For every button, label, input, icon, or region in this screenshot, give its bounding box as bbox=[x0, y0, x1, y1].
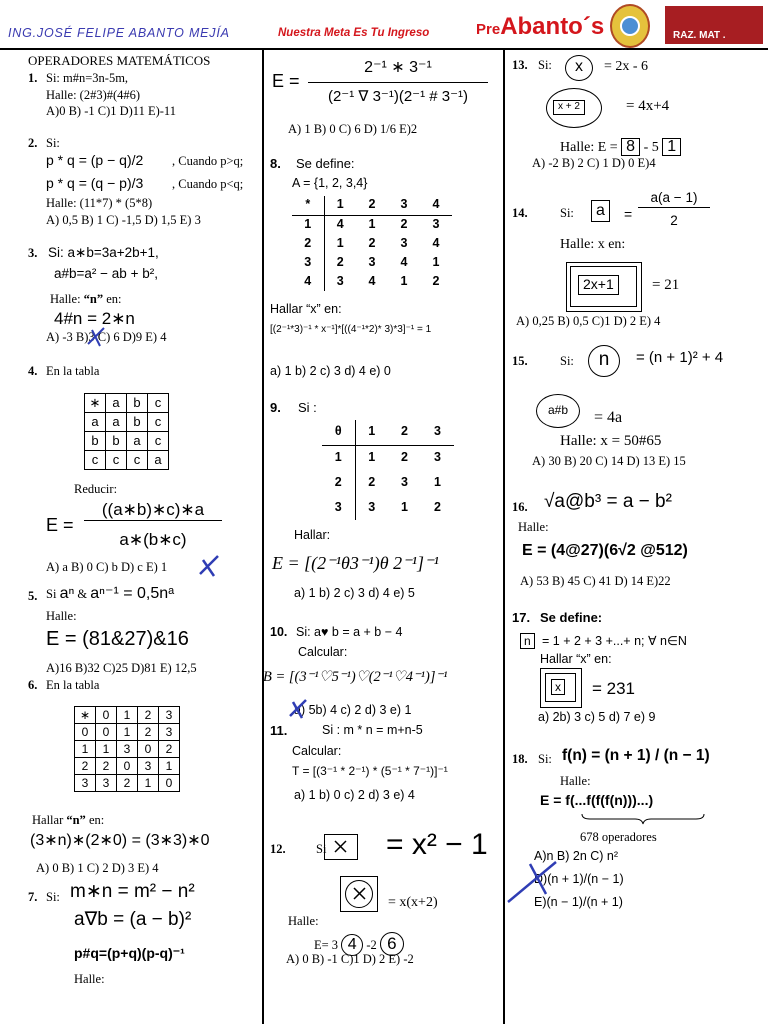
definition-formula: Si aⁿ & aⁿ⁻¹ = 0,5nᵃ bbox=[46, 585, 175, 602]
answer-option-d: D)(n + 1)/(n − 1) bbox=[534, 872, 624, 886]
answer-check-mark bbox=[86, 326, 108, 348]
brand-logo-text bbox=[476, 12, 604, 42]
nested-square-operator bbox=[566, 262, 642, 312]
table-row bbox=[322, 495, 454, 520]
operation-table bbox=[292, 196, 452, 291]
nested-square-operator bbox=[540, 668, 582, 708]
circle-operator: a#b bbox=[536, 394, 580, 428]
question-number: 1. bbox=[28, 71, 38, 85]
table-header-cell: 2 bbox=[292, 234, 324, 253]
question-text: Si: bbox=[538, 58, 552, 72]
table-cell: 3 bbox=[96, 775, 117, 792]
fraction-denominator: 2 bbox=[670, 213, 678, 228]
table-row bbox=[292, 196, 452, 215]
table-header-cell: 2 bbox=[388, 420, 421, 445]
question-text: Si: bbox=[46, 890, 60, 904]
table-cell: 1 bbox=[159, 758, 180, 775]
table-cell: 1 bbox=[368, 216, 376, 231]
answer-options: A) 0 B) -1 C)1 D) 2 E) -2 bbox=[286, 952, 414, 966]
table-header-cell: 4 bbox=[420, 196, 452, 215]
question-number: 6. bbox=[28, 678, 38, 692]
answer-options: a) 1 b) 0 c) 2 d) 3 e) 4 bbox=[294, 788, 415, 802]
table-cell: b bbox=[106, 432, 127, 451]
table-cell: 3 bbox=[432, 216, 440, 231]
equation: E = (81&27)&16 bbox=[46, 628, 189, 650]
academy-seal-icon bbox=[610, 4, 650, 48]
table-header-cell: ∗ bbox=[85, 394, 106, 413]
table-header-cell: 2 bbox=[322, 470, 355, 495]
equation: E= 3 4 -2 6 bbox=[314, 932, 404, 956]
table-cell: 1 bbox=[368, 449, 376, 464]
table-header-cell: ∗ bbox=[75, 707, 96, 724]
table-cell: 3 bbox=[368, 499, 376, 514]
question-number: 9. bbox=[270, 400, 281, 415]
table-cell: 4 bbox=[400, 254, 408, 269]
table-cell: 1 bbox=[432, 254, 440, 269]
column-divider bbox=[503, 50, 505, 1024]
author-name: ING.JOSÉ FELIPE ABANTO MEJÍA bbox=[8, 26, 230, 40]
table-cell: 3 bbox=[368, 254, 376, 269]
question-number: 7. bbox=[28, 890, 38, 904]
definition-formula: = x² − 1 bbox=[386, 828, 488, 861]
equation: 4#n = 2∗n bbox=[54, 309, 135, 328]
definition-formula: = 231 bbox=[592, 679, 636, 698]
question-text: En la tabla bbox=[46, 678, 100, 692]
table-cell: 3 bbox=[336, 273, 344, 288]
table-cell: 1 bbox=[138, 775, 159, 792]
question-number: 11. bbox=[270, 723, 288, 738]
question-text: Calcular: bbox=[298, 645, 348, 659]
question-text: Si: m#n=3n-5m, bbox=[46, 71, 129, 85]
answer-options: A) 0,25 B) 0,5 C)1 D) 2 E) 4 bbox=[516, 314, 661, 328]
table-cell: c bbox=[106, 451, 127, 470]
question-number: 18. bbox=[512, 752, 528, 766]
definition-formula: = (n + 1)² + 4 bbox=[636, 349, 724, 366]
definition-formula: = x(x+2) bbox=[388, 895, 438, 910]
underbrace bbox=[580, 812, 706, 826]
table-header-cell: 3 bbox=[292, 253, 324, 272]
question-text: Halle: x = 50#65 bbox=[560, 433, 662, 449]
table-cell: 3 bbox=[138, 758, 159, 775]
equation: T = [(3⁻¹ * 2⁻¹) * (5⁻¹ * 7⁻¹)]⁻¹ bbox=[292, 764, 448, 778]
table-row bbox=[75, 741, 180, 758]
square-circle-operator-box bbox=[340, 876, 378, 912]
table-cell: a bbox=[106, 413, 127, 432]
answer-options: a) 1 b) 2 c) 3 d) 4 e) 5 bbox=[294, 586, 415, 600]
worksheet-title: OPERADORES MATEMÁTICOS bbox=[28, 53, 211, 68]
definition-formula: p#q=(p+q)(p-q)⁻¹ bbox=[74, 945, 185, 961]
table-row bbox=[75, 724, 180, 741]
answer-options: A) 0 B) 1 C) 2 D) 3 E) 4 bbox=[36, 861, 159, 875]
table-cell: 3 bbox=[159, 724, 180, 741]
table-header-cell: 1 bbox=[324, 196, 356, 215]
boxed-variable: x bbox=[551, 679, 565, 695]
table-header-cell: b bbox=[85, 432, 106, 451]
definition-formula: Si: a♥ b = a + b − 4 bbox=[296, 625, 403, 639]
question-number: 17. bbox=[512, 610, 531, 625]
question-number: 8. bbox=[270, 156, 281, 171]
table-cell: c bbox=[148, 413, 169, 432]
answer-options: A) 0,5 B) 1 C) -1,5 D) 1,5 E) 3 bbox=[46, 213, 201, 227]
question-text: Halle: bbox=[288, 914, 319, 928]
table-cell: 2 bbox=[336, 254, 344, 269]
definition-formula: a#b=a² − ab + b², bbox=[54, 266, 158, 281]
table-header-cell: * bbox=[292, 196, 324, 215]
table-row bbox=[322, 470, 454, 495]
answer-options: A) 53 B) 45 C) 41 D) 14 E)22 bbox=[520, 574, 671, 588]
question-text: Calcular: bbox=[292, 744, 342, 758]
table-header-cell: 0 bbox=[96, 707, 117, 724]
definition-formula: √a@b³ = a − b² bbox=[544, 491, 672, 512]
table-cell: 1 bbox=[96, 741, 117, 758]
table-row bbox=[85, 451, 169, 470]
question-text: Si : bbox=[298, 400, 317, 415]
definition-formula: a∇b = (a − b)² bbox=[74, 909, 192, 930]
answer-option-e: E)(n − 1)/(n + 1) bbox=[534, 895, 623, 909]
table-cell: 3 bbox=[434, 449, 441, 464]
question-number: 5. bbox=[28, 589, 38, 603]
table-cell: 2 bbox=[368, 474, 376, 489]
question-text: Si: bbox=[560, 354, 574, 368]
question-number: 12. bbox=[270, 842, 286, 856]
answer-check-mark bbox=[506, 858, 558, 904]
fraction-denominator: a∗(b∗c) bbox=[119, 530, 187, 549]
brand-prefix: Pre bbox=[476, 21, 501, 38]
table-cell: a bbox=[148, 451, 169, 470]
table-cell: 2 bbox=[400, 216, 408, 231]
definition-formula: = 4a bbox=[594, 409, 623, 426]
table-cell: 2 bbox=[368, 235, 376, 250]
answer-options: A)16 B)32 C)25 D)81 E) 12,5 bbox=[46, 661, 197, 675]
operation-table bbox=[322, 420, 454, 520]
table-cell: 0 bbox=[138, 741, 159, 758]
slogan: Nuestra Meta Es Tu Ingreso bbox=[278, 27, 430, 39]
table-row bbox=[75, 775, 180, 792]
question-text: Si: bbox=[560, 206, 574, 220]
question-text: Halle: bbox=[560, 774, 591, 788]
question-number: 15. bbox=[512, 354, 528, 368]
table-row bbox=[85, 394, 169, 413]
table-cell: 3 bbox=[400, 235, 408, 250]
table-header-cell: 1 bbox=[75, 741, 96, 758]
table-cell: 2 bbox=[117, 775, 138, 792]
condition-text: , Cuando p<q; bbox=[172, 177, 244, 191]
table-header-cell: 2 bbox=[75, 758, 96, 775]
definition-formula: p * q = (q − p)/3 bbox=[46, 175, 144, 191]
circle-operator: x bbox=[565, 55, 593, 81]
table-header-cell: 3 bbox=[75, 775, 96, 792]
table-row bbox=[75, 707, 180, 724]
set-definition: A = {1, 2, 3,4} bbox=[292, 176, 368, 190]
page-header bbox=[0, 0, 768, 50]
table-header-cell: θ bbox=[322, 420, 355, 445]
definition-formula: Si : m * n = m+n-5 bbox=[322, 723, 423, 737]
equation: [(2⁻¹*3)⁻¹ * x⁻¹]*[((4⁻¹*2)* 3)*3]⁻¹ = 1 bbox=[270, 324, 432, 335]
answer-options: A) -3 B)3 C) 6 D)9 E) 4 bbox=[46, 330, 167, 344]
question-text: Halle: bbox=[46, 609, 77, 623]
definition-formula: = 1 + 2 + 3 +...+ n; ∀ n∈N bbox=[542, 634, 687, 648]
equation-lhs: E = bbox=[272, 71, 300, 91]
fraction-numerator: a(a − 1) bbox=[638, 190, 710, 208]
table-header-cell: b bbox=[127, 394, 148, 413]
answer-options: a) 1 b) 2 c) 3 d) 4 e) 0 bbox=[270, 364, 391, 378]
table-header-cell: 0 bbox=[75, 724, 96, 741]
circle-x-icon bbox=[345, 880, 373, 908]
column-divider bbox=[262, 50, 264, 1024]
equation: B = [(3⁻¹♡5⁻¹)♡(2⁻¹♡4⁻¹)]⁻¹ bbox=[263, 669, 448, 685]
answer-options: A)0 B) -1 C)1 D)11 E)-11 bbox=[46, 104, 176, 118]
definition-formula: = 4x+4 bbox=[626, 98, 670, 114]
table-row bbox=[292, 215, 452, 234]
table-header-cell: c bbox=[85, 451, 106, 470]
table-row bbox=[322, 420, 454, 445]
question-text: Reducir: bbox=[74, 482, 118, 496]
table-header-cell: 3 bbox=[421, 420, 454, 445]
table-cell: 1 bbox=[336, 235, 344, 250]
definition-formula: = 21 bbox=[652, 277, 680, 293]
table-cell: 2 bbox=[432, 273, 440, 288]
table-cell: 1 bbox=[401, 499, 408, 514]
question-text: Halle: x en: bbox=[560, 237, 626, 252]
table-row bbox=[292, 234, 452, 253]
table-header-cell: 1 bbox=[322, 445, 355, 470]
question-text: Halle: bbox=[74, 972, 105, 986]
brand-name: Abanto´s bbox=[500, 13, 605, 40]
question-text: Hallar “x” en: bbox=[270, 302, 342, 316]
question-number: 13. bbox=[512, 58, 528, 72]
table-cell: 2 bbox=[159, 741, 180, 758]
table-header-cell: 1 bbox=[292, 215, 324, 234]
fraction-numerator: ((a∗b)∗c)∗a bbox=[84, 499, 222, 521]
table-header-cell: 3 bbox=[159, 707, 180, 724]
question-text: Si: bbox=[46, 136, 60, 150]
question-text: Hallar “n” en: bbox=[32, 813, 105, 827]
course-label: RAZ. MAT . bbox=[665, 6, 763, 44]
boxed-operator: n bbox=[520, 633, 535, 649]
table-cell: 2 bbox=[138, 724, 159, 741]
table-row bbox=[292, 272, 452, 291]
question-text: Halle: “n” en: bbox=[50, 292, 122, 306]
question-text: Halle: (11*7) * (5*8) bbox=[46, 196, 153, 210]
operation-table bbox=[74, 706, 180, 792]
equation: E = [(2⁻¹θ3⁻¹)θ 2⁻¹]⁻¹ bbox=[272, 553, 439, 573]
circle-operator-outer bbox=[546, 88, 602, 128]
definition-formula: = 2x - 6 bbox=[604, 59, 649, 74]
table-cell: 2 bbox=[434, 499, 441, 514]
condition-text: , Cuando p>q; bbox=[172, 154, 244, 168]
boxed-expression: x + 2 bbox=[553, 100, 585, 115]
answer-options: A) -2 B) 2 C) 1 D) 0 E)4 bbox=[532, 156, 656, 170]
table-cell: 1 bbox=[434, 474, 441, 489]
boxed-expression: 2x+1 bbox=[578, 275, 619, 295]
question-text: Se define: bbox=[540, 610, 603, 625]
question-number: 4. bbox=[28, 364, 38, 378]
definition-formula: Si: a∗b=3a+2b+1, bbox=[48, 245, 159, 260]
question-text: Halle: (2#3)#(4#6) bbox=[46, 88, 141, 102]
question-text: Se define: bbox=[296, 156, 355, 171]
table-cell: 1 bbox=[400, 273, 408, 288]
answer-options: A) 1 B) 0 C) 6 D) 1/6 E)2 bbox=[288, 122, 418, 136]
table-header-cell: 2 bbox=[138, 707, 159, 724]
table-cell: c bbox=[148, 432, 169, 451]
equation: E = (4@27)(6√2 @512) bbox=[522, 542, 688, 559]
table-row bbox=[322, 445, 454, 470]
equation: (3∗n)∗(2∗0) = (3∗3)∗0 bbox=[30, 832, 210, 849]
table-header-cell: 4 bbox=[292, 272, 324, 291]
table-row bbox=[85, 432, 169, 451]
table-row bbox=[75, 758, 180, 775]
question-number: 16. bbox=[512, 500, 528, 514]
answer-options: a) 2b) 3 c) 5 d) 7 e) 9 bbox=[538, 710, 656, 724]
operation-table bbox=[84, 393, 169, 470]
operator-count: 678 operadores bbox=[580, 830, 657, 844]
table-header-cell: 1 bbox=[117, 707, 138, 724]
table-cell: b bbox=[127, 413, 148, 432]
table-cell: 4 bbox=[432, 235, 440, 250]
table-header-cell: 3 bbox=[322, 495, 355, 520]
definition-formula: f(n) = (n + 1) / (n − 1) bbox=[562, 747, 710, 764]
answer-check-mark bbox=[198, 554, 222, 578]
equation-lhs: E = bbox=[46, 515, 74, 535]
question-number: 2. bbox=[28, 136, 38, 150]
table-cell: 1 bbox=[117, 724, 138, 741]
table-cell: 2 bbox=[96, 758, 117, 775]
table-cell: 0 bbox=[159, 775, 180, 792]
question-number: 3. bbox=[28, 246, 38, 260]
table-row bbox=[292, 253, 452, 272]
boxed-operator: a bbox=[591, 200, 610, 222]
fraction-denominator: (2⁻¹ ∇ 3⁻¹)(2⁻¹ # 3⁻¹) bbox=[327, 88, 469, 105]
answer-options: A) 30 B) 20 C) 14 D) 13 E) 15 bbox=[532, 454, 686, 468]
answer-options: a) 5b) 4 c) 2 d) 3 e) 1 bbox=[294, 703, 412, 717]
table-header-cell: 3 bbox=[388, 196, 420, 215]
table-cell: 3 bbox=[401, 474, 408, 489]
question-text: Halle: bbox=[518, 520, 549, 534]
question-text: Hallar “x” en: bbox=[540, 652, 612, 666]
table-cell: c bbox=[127, 451, 148, 470]
answer-options: A)n B) 2n C) n² bbox=[534, 849, 619, 863]
question-text: En la tabla bbox=[46, 364, 100, 378]
equation: E = f(...f(f(f(n)))...) bbox=[540, 792, 654, 808]
equation: Halle: E = 8 - 5 1 bbox=[560, 138, 681, 157]
question-text: Hallar: bbox=[294, 528, 331, 542]
answer-options: A) a B) 0 C) b D) c E) 1 bbox=[46, 560, 168, 574]
table-cell: 3 bbox=[117, 741, 138, 758]
question-number: 10. bbox=[270, 625, 288, 639]
answer-check-mark bbox=[288, 698, 310, 720]
question-text: Si bbox=[316, 842, 327, 856]
question-text: Si: bbox=[538, 752, 552, 766]
table-cell: 0 bbox=[96, 724, 117, 741]
circle-operator: n bbox=[588, 345, 620, 377]
table-row bbox=[85, 413, 169, 432]
equals-sign: = bbox=[624, 206, 633, 222]
definition-formula: p * q = (p − q)/2 bbox=[46, 152, 144, 168]
definition-formula: m∗n = m² − n² bbox=[70, 881, 195, 902]
table-header-cell: 2 bbox=[356, 196, 388, 215]
table-header-cell: 1 bbox=[355, 420, 388, 445]
table-header-cell: a bbox=[85, 413, 106, 432]
table-cell: 0 bbox=[117, 758, 138, 775]
table-cell: 2 bbox=[401, 449, 408, 464]
table-header-cell: a bbox=[106, 394, 127, 413]
table-cell: a bbox=[127, 432, 148, 451]
fraction-numerator: 2⁻¹ ∗ 3⁻¹ bbox=[308, 58, 488, 83]
x-mark-icon bbox=[325, 835, 356, 858]
table-header-cell: c bbox=[148, 394, 169, 413]
table-cell: 4 bbox=[368, 273, 376, 288]
square-operator-box bbox=[324, 834, 358, 860]
table-cell: 4 bbox=[336, 216, 344, 231]
question-number: 14. bbox=[512, 206, 528, 220]
